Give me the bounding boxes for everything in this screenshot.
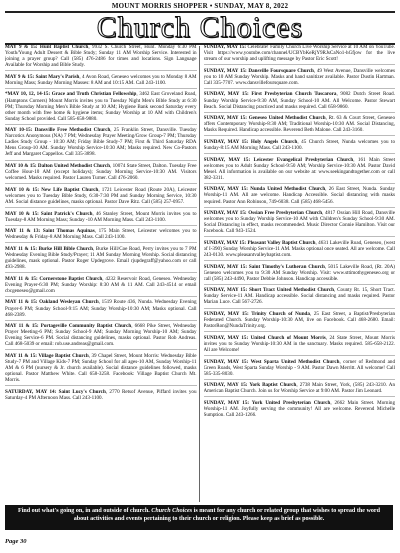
church-listing [5,299,197,320]
church-listing [5,323,197,350]
listing-heading: MAY 10 & 15: Saint Patrick's Church [5,210,93,217]
church-listing [5,276,197,297]
listing-heading: *MAY 10, 12, 14-15: Grace and Truth Christian Fellowship [5,91,137,98]
listing-body: , 9082 Dutch Street Road. Sunday Worship Service-9:30 AM, Sunday School-10 AM. All Welcome. Pastor Stewart Beach. Social Distancing practiced and masks required. Call 658-9860. [203,91,395,110]
left-column [5,44,197,504]
church-listing [204,186,396,207]
church-listing [5,44,197,71]
church-listing [204,359,396,380]
listing-heading: SUNDAY, MAY 15: Nunda United Methodist Church [203,186,326,193]
listing-body: , 39 Chapel Street, Mount Morris: Wednesday Bible Study-7 PM and Village Kids-7 PM; Sunday School for all ages-10 AM, Sunday Worship-11 AM & 6 PM (nursery & Jr. church available). Social distance guidelines followed, masks optional. Pastor Matthew White. Call 658-3258. Facebook: Village Baptist Church Mt. Morris. [5,353,197,384]
listing-heading: SUNDAY, MAY 15: York United Presbyterian Church [203,400,331,407]
listing-body: , 1519 Route 436, Nunda. Wednesday Evening Prayer-6 PM; Sunday School-9:15 AM; Sunday Worship-10:30 AM; Masks optional. Call 468-2389. [5,299,197,318]
listing-body: , 2662 Main Street. Morning Worship-11 AM. Joyfully serving the community! All are welcome. Reverend Michelle Sumption. Call 243-1266. [203,400,395,419]
listing-body: , 161 Main Street welcomes you to Adult Sunday School-9:50 AM; Worship Service-10:30 AM. Pastor David Mesel. All information is available on our website at: www.seekingandtogether.com or call 382-3311. [203,156,395,181]
listing-columns [5,44,395,504]
church-listing [204,400,396,420]
listing-heading: SUNDAY, MAY 15: Leicester Evangelical Presbyterian Church [203,156,354,163]
listing-body: , 4817 Ossian Hill Road, Dansville welcomes you to Sunday Worship Service-10 AM with Children's Sunday School-9:30 AM. Social Distancing in effect, masks recommended. Music Director Connie Hamilton. Visit our Facebook. Call 943-1524. [203,210,395,235]
church-listing [5,353,197,386]
church-listing [204,44,396,65]
right-column [204,44,396,504]
church-listing [5,389,197,403]
church-listing [204,287,396,308]
listing-body: , 26 East Street, Nunda. Sunday Worship-11 AM. All are welcome. Handicap Accessible. Social distancing with masks required. Pastor Ann Robinson, 749-6038. Call (585) 468-5456. [203,186,395,205]
listing-heading: MAY 10-15: Dansville Free Methodist Church [5,127,111,134]
listing-body: , 4232 Reservoir Road, Geneseo. Wednesday Evening Prayer-6:30 PM; Sunday Worship: 8:30 AM & 11 AM. Call 243-4514 or email cbcgeneseo@gmail.com [5,275,197,294]
church-listing [204,311,396,332]
footer-text-part2: is meant for any church or related group that wishes to spread the word about activities and events pertaining to their church or religion. Please keep as brief as possible. [73,508,381,522]
church-listing [204,335,396,356]
listing-heading: MAY 11 & 13: Saint Thomas Aquinas [5,228,95,235]
listing-heading: SUNDAY, MAY 15: Short Tract United Methodist Church [203,287,334,294]
listing-body: , 175 Main Street, Leicester welcomes you to Wednesday & Friday-8 AM Morning Mass. Call 243-1100. [5,228,197,241]
page-number: Page 30 [5,538,27,545]
listing-heading: SUNDAY, MAY 15: [203,44,247,50]
listing-body: , 25 Franklin Street, Dansville. Tuesday Narcotics Anonymous (NA) 7 PM; Wednesday Prayer Meeting/Grow Group-7 PM; Thursday Ladies Study Group - 10:30 AM; Friday Bible Study-7 PM; First & Third Saturday RDA Mens Group-10 AM. Sunday Worship Service-10:30 AM; Masks required. New Co-Pastors Jeff and Margaret Cappellos. Call 335-3898. [5,127,197,158]
footer-text-part1: Find out what's going on, in and outside of church. [17,508,150,514]
listing-body: , 5015 Lakeville Road, (Rt. 20A) Geneseo welcomes you to 9:30 AM Sunday Worship. Visit: www.sttimothygeneseo.org or call (585) 243-4490, Pastor Debbie Johnson. Handicap accessible. [203,263,395,282]
church-listing [204,382,396,397]
listing-body: , 9932 S. Church Street, Hunt. Monday 6:30 PM Youth/Young Adult Dessert & Bible Study; Sunday 11 AM Worship Service. Interested in joining a prayer group? Call (585) 476-2486 for times and locations. Sign Language Available for Worship and Bible Study. [5,44,197,69]
listing-body: , 49 West Avenue, Dansville welcomes you to 10 AM Sunday Worship. Masks and hand sanitizer available. Pastor Dustin Hartman. Call 335-7707. www.dansvillefoursquare.com. [203,67,395,86]
listing-heading: SUNDAY, MAY 15: Geneseo United Methodist Church [203,115,326,122]
listing-heading: MAY 11 & 15: Burke Hill Bible Church [5,245,94,252]
listing-heading: MAY 11 & 15: Portageville Community Baptist Church [5,323,132,330]
listing-heading: SUNDAY, MAY 15: Trinity Church of Nunda [203,311,310,318]
listing-body: , 3462 East Groveland Road, (Hamptons Corners) Mount Morris invites you to Tuesday Night Men's Bible Study at 6:30 PM; Thursday Morning Men's Bible Study at 10 AM; Hygiene Bank second Saturday every other month with free home & hygiene items; Sunday Worship at 10 AM with Children's Sunday School provided. Call 585-658-9880. [5,91,197,122]
listing-body: , 25 East Street, a Baptist/Presbyterian Federated Church. Sunday Worship-10:30 AM, live on Facebook. Call 468-2680. Email: PastorRon@NundaTrinity.org. [203,311,395,330]
church-listing [204,68,396,89]
church-listing [5,91,197,124]
listing-body: , 2770 Retsof Avenue, Piffard invites you Saturday-4 PM Afternoon Mass. Call 243-1100. [5,388,197,401]
church-listing [204,264,396,285]
listing-heading: SUNDAY, MAY 15: Holy Angels Church [203,138,298,145]
listing-body: , Rt. 63 & Court Street, Geneseo offers Contemporary Worship-8:30 AM; Traditional Worship-10:30 AM. Social Distancing, Masks Required. Handicap accessible. Reverend Beth Malone. Call 243-3160. [203,115,395,134]
listing-heading: SUNDAY, MAY 15: Dansville Foursquare Church [203,67,314,74]
church-listing [204,115,396,136]
listing-heading: MAY 10 & 15: New Life Baptist Church [5,186,99,193]
listing-body: , 1721 Leicester Road (Route 20A), Leicester welcomes you to Tuesday Bible Study, 6:30-7:30 PM and Sunday Morning Service, 10:30 AM. Social distance guidelines, masks optional. Pastor Dave Ritz. Call (585) 257-0957. [5,186,197,205]
listing-heading: MAY 11 & 15: Oakland Wesleyan Church [5,299,99,306]
listing-heading: MAY 9 & 15: Saint Mary's Parish [5,73,80,80]
listing-heading: MAY 11 & 15: Cornerstone Baptist Church [5,275,103,282]
church-listing [204,240,396,261]
listing-heading: SATURDAY, MAY 14: Saint Lucy's Church [5,388,106,395]
listing-heading: SUNDAY, MAY 15: First Presbyterian Church Tuscarora [203,91,337,98]
listing-body: , 46 Stanley Street, Mount Morris invites you to Tuesday-8 AM Morning Mass; Sunday -10 AM Morning Mass. Call 243-1100. [5,210,197,223]
listing-body: , 45 Church Street, Nunda welcomes you to Sunday-8:15 AM Morning Mass. Call 243-1100. [203,138,395,151]
listing-heading: SUNDAY, MAY 15: York Baptist Church [203,382,297,389]
listing-heading: SUNDAY, MAY 15: Saint Timothy's Lutheran Church [203,263,325,270]
listing-body: Celebrate! Family Church Live Worship Service at 10 AM on YouTube. Visit https://www.youtube.com/channel/UCBYbKeRjY9RJsCaNo1-hGfjow for the live stream of our worship and uplifting message by Pastor Eric Scott! [203,44,395,63]
listing-body: , 24 State Street, Mount Morris invites you to Sunday Worship-10:30 AM in the sanctuary. Masks required. 585-658-2122. All are Welcome! [203,334,395,353]
listing-heading: SUNDAY, MAY 15: United Church of Mount Morris [203,334,326,341]
listing-body: , 4631 Lakeville Road, Geneseo, (west of I-390) Sunday Worship Service-11 AM. Masks optional once seated. All are welcome. Call 243-0130. www.pleasantvalleybaptist.com. [203,239,395,259]
church-listing [5,246,197,273]
listing-body: , corner of Redmond and Green Roads, West Sparta Sunday Worship - 9 AM. Pastor Dawn Merritt. All welcome! Call 585-335-8030. [203,358,395,377]
footer-notice [5,505,393,530]
church-listing [5,187,197,208]
church-listing [204,139,396,154]
section-title: Church Choices [96,11,304,44]
footer-emphasis: Church Choices [151,508,193,514]
listing-body: , County Rt. 15, Short Tract. Sunday Service-11 AM. Handicap accessible. Social distancing and masks required. Pastor Marian Luce. Call 567-2726. [203,287,395,306]
listing-body: , 10074 State Street, Dalton. Tuesday Free Coffee Hour-10 AM (except holidays); Sunday Morning Service-10:30 AM. Visitors welcomed. Masks required. Pastor Lauren Turner. Call 476-2060. [5,163,197,182]
church-listing [204,210,396,237]
listing-body: , Burke Hill/Coe Road, Perry invites you to 7 PM Wednesday Evening Bible Study/Prayer; 11 AM Sunday Morning Worship. Social distancing guidelines, mask optional. Pastor Roger Updegrove. Email rjupdegraff@yahoo.com or call 493-2988. [5,245,197,271]
listing-body: , 2738 Main Street, York, (585) 243-3210. An American Baptist Church. Join us for Worship Service at 9:00 AM. Pastor Jim Leonard. [203,382,395,395]
church-listing [204,157,396,184]
church-listing [204,91,396,112]
church-listing [5,163,197,184]
section-title-banner [5,11,395,45]
listing-heading: MAY 10 & 15: Dalton United Methodist Church [5,163,111,170]
newspaper-header: MOUNT MORRIS SHOPPER • SUNDAY, MAY 8, 2022 [111,2,289,10]
listing-heading: MAY 9 & 15: Hunt Baptist Church [5,44,89,50]
listing-heading: SUNDAY, MAY 15: Pleasant Valley Baptist Church [203,239,316,246]
listing-heading: MAY 11 & 15: Village Baptist Church [5,353,89,359]
church-listing [5,127,197,160]
church-listing [5,74,197,89]
church-listing [5,228,197,243]
listing-body: , 4 Avon Road, Geneseo welcomes you to Monday 8 AM Morning Mass; Sunday Morning Masses: 8 AM and 10:15 AM. Call 243-1100. [5,73,197,86]
listing-heading: SUNDAY, MAY 15: Ossian Free Presbyterian Church [203,210,323,217]
listing-body: , 6668 Pike Street, Wednesday Prayer Meeting-6 PM; Sunday School-9 AM; Sunday Morning Worship-10 AM; Sunday Evening Service-6 PM. Social distancing guidelines, masks optional. Pastor Rob Andreas. Call 468-5039 or email: rob.use.andreas@gmail.com. [5,323,197,348]
listing-heading: SUNDAY, MAY 15: West Sparta United Methodist Church [203,358,340,365]
church-listing [5,211,197,226]
